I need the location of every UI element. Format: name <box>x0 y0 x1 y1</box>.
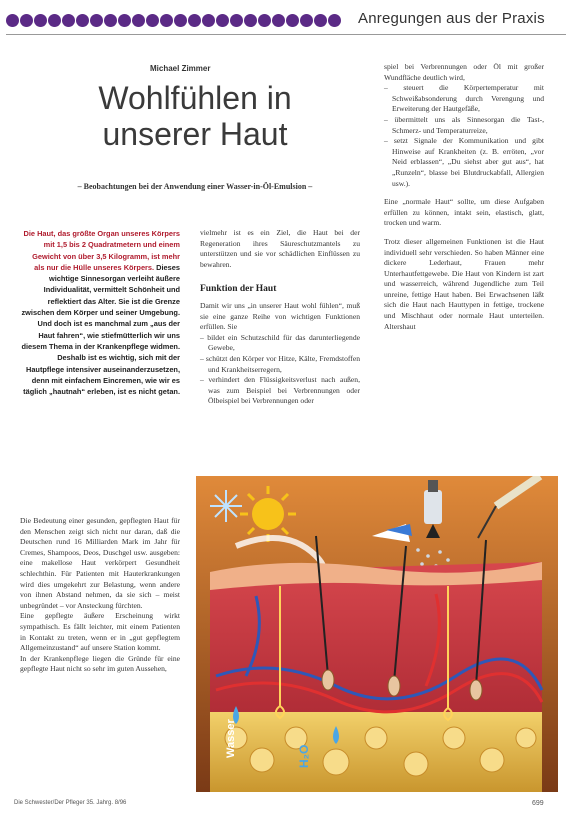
label-h2o: H₂O <box>297 744 311 768</box>
header-dot <box>244 14 257 27</box>
body-paragraph: Damit wir uns „in unserer Haut wohl fühlen“, muß sie eine ganze Reihe von wichtigen Funktionen erfüllen. Sie <box>200 300 360 332</box>
header-dot <box>286 14 299 27</box>
column-3-body <box>384 62 544 332</box>
title-line-1: Wohlfühlen in <box>98 80 292 116</box>
skin-cross-section-illustration <box>196 476 558 792</box>
body-paragraph: Die Bedeutung einer gesunden, gepflegten Haut für den Menschen zeigt sich nicht nur daran, daß die Deutschen rund 16 Milliarden Mark im Jahr für Cremes, Shampoos, Deos, Duschgel usw. ausgeben: eine makellose Haut verkörpert Gesundheit schlechthin. Für Patienten mit Hauterkrankungen wird dies umgekehrt zur Belastung, wenn andere von ihnen Abstand nehmen, da sie sich – meist unbegründet – vor Ansteckung fürchten. <box>20 516 180 610</box>
header-dot <box>132 14 145 27</box>
body-paragraph: Eine gepflegte äußere Erscheinung wirkt sympathisch. Es fällt leichter, mit einem Patienten in Kontakt zu treten, wenn er in „gut gepflegtem Allgemeinzustand“ auf unsere Station kommt. <box>20 611 180 653</box>
header-dot-band <box>6 10 341 32</box>
header-dot <box>300 14 313 27</box>
header-dot <box>230 14 243 27</box>
header-dot <box>20 14 33 27</box>
function-list <box>200 333 360 407</box>
section-heading: Funktion der Haut <box>200 284 277 295</box>
header-dot <box>76 14 89 27</box>
lead-paragraph <box>20 228 180 397</box>
header-dot <box>6 14 19 27</box>
header-dot <box>216 14 229 27</box>
body-paragraph: vielmehr ist es ein Ziel, die Haut bei der Regeneration ihres Säureschutzmantels zu unterstützen und sie vor schädlichen Einflüssen zu bewahren. <box>200 228 360 269</box>
column-1-body <box>20 516 180 675</box>
header-dot <box>174 14 187 27</box>
label-water: Wasser <box>225 719 237 758</box>
journal-footer: Die Schwester/Der Pfleger 35. Jahrg. 8/96 <box>14 800 127 806</box>
header-dot <box>188 14 201 27</box>
body-paragraph: In der Krankenpflege liegen die Gründe für eine gepflegte Haut nicht so sehr im guten Aussehen, <box>20 653 180 674</box>
header-dot <box>48 14 61 27</box>
list-item: – schützt den Körper vor Hitze, Kälte, Fremdstoffen und Krankheitserregern, <box>200 353 360 374</box>
header-dot <box>202 14 215 27</box>
list-item: – setzt Signale der Kommunikation und gibt Hinweise auf Krankheiten (z. B. erröten, „vor Neid erblassen“, „Du siehst aber gut aus“, hat „Runzeln“, blasse bei Blutdruckabfall, Allergien usw.). <box>384 136 544 188</box>
header-dot <box>314 14 327 27</box>
function-list-continued <box>384 83 544 189</box>
column-2-body <box>200 228 360 407</box>
lead-red-text: Die Haut, das größte Organ unseres Körpers mit 1,5 bis 2 Quadratmetern und einem Gewicht von über 3,5 Kilogramm, ist mehr als nur die Hülle unseres Körpers. <box>23 229 180 272</box>
header-dot <box>328 14 341 27</box>
header-dot <box>104 14 117 27</box>
header-dot <box>160 14 173 27</box>
header-dot <box>272 14 285 27</box>
header-dot <box>34 14 47 27</box>
header-rule <box>6 34 566 35</box>
body-paragraph: spiel bei Verbrennungen oder Öl mit großer Wundfläche deutlich wird, <box>384 62 544 82</box>
article-title <box>60 80 330 152</box>
page-number: 699 <box>532 800 544 807</box>
header-dot <box>118 14 131 27</box>
article-subtitle: – Beobachtungen bei der Anwendung einer Wasser-in-Öl-Emulsion – <box>77 182 313 191</box>
header-dot <box>146 14 159 27</box>
list-item: – bildet ein Schutzschild für das darunterliegende Gewebe, <box>200 332 360 353</box>
body-paragraph: Trotz dieser allgemeinen Funktionen ist die Haut individuell sehr verschieden. So haben Männer eine dickere Lederhaut, Frauen mehr Unterhautfettgewebe. Die Haut von Kindern ist zart und wasserreich, während Jugendliche zum Teil unreine, fettige Haut haben. Bei Erwachsenen läßt sich die Haut nach Hauttypen in fettige, trockene und Mischhaut oder normale Haut unterteilen. Altershaut <box>384 236 544 331</box>
author: Michael Zimmer <box>150 64 211 73</box>
section-title: Anregungen aus der Praxis <box>358 10 545 27</box>
list-item: – übermittelt uns als Sinnesorgan die Tast-, Schmerz- und Temperaturreize, <box>384 114 544 135</box>
list-item: – verhindert den Flüssigkeitsverlust nach außen, was zum Beispiel bei Verbrennungen oder Ölbeispiel bei Verbrennungen oder <box>200 375 360 406</box>
lead-text: Dieses wichtige Sinnesorgan verleiht äußere Individualität, vermittelt Schönheit und reflektiert das Alter. Sie ist die Grenze zwischen dem Körper und seiner Umgebung. Und doch ist es manchmal zum „aus der Haut fahren“, wie stiefmütterlich wir uns diesem Thema in der Krankenpflege widmen. Deshalb ist es wichtig, sich mit der Hautpflege intensiver auseinanderzusetzen, denn mit einfachem Eincremen, wie wir es täglich „hautnah“ erleben, ist es nicht getan. <box>21 262 180 397</box>
body-paragraph: Eine „normale Haut“ sollte, um diese Aufgaben erfüllen zu können, intakt sein, elastisch, glatt, trocken und warm. <box>384 197 544 228</box>
header-dot <box>90 14 103 27</box>
title-line-2: unserer Haut <box>102 116 288 152</box>
list-item: – steuert die Körpertemperatur mit Schweißabsonderung durch Verengung und Erweiterung der Hautgefäße, <box>384 83 544 114</box>
header-dot <box>62 14 75 27</box>
header-dot <box>258 14 271 27</box>
